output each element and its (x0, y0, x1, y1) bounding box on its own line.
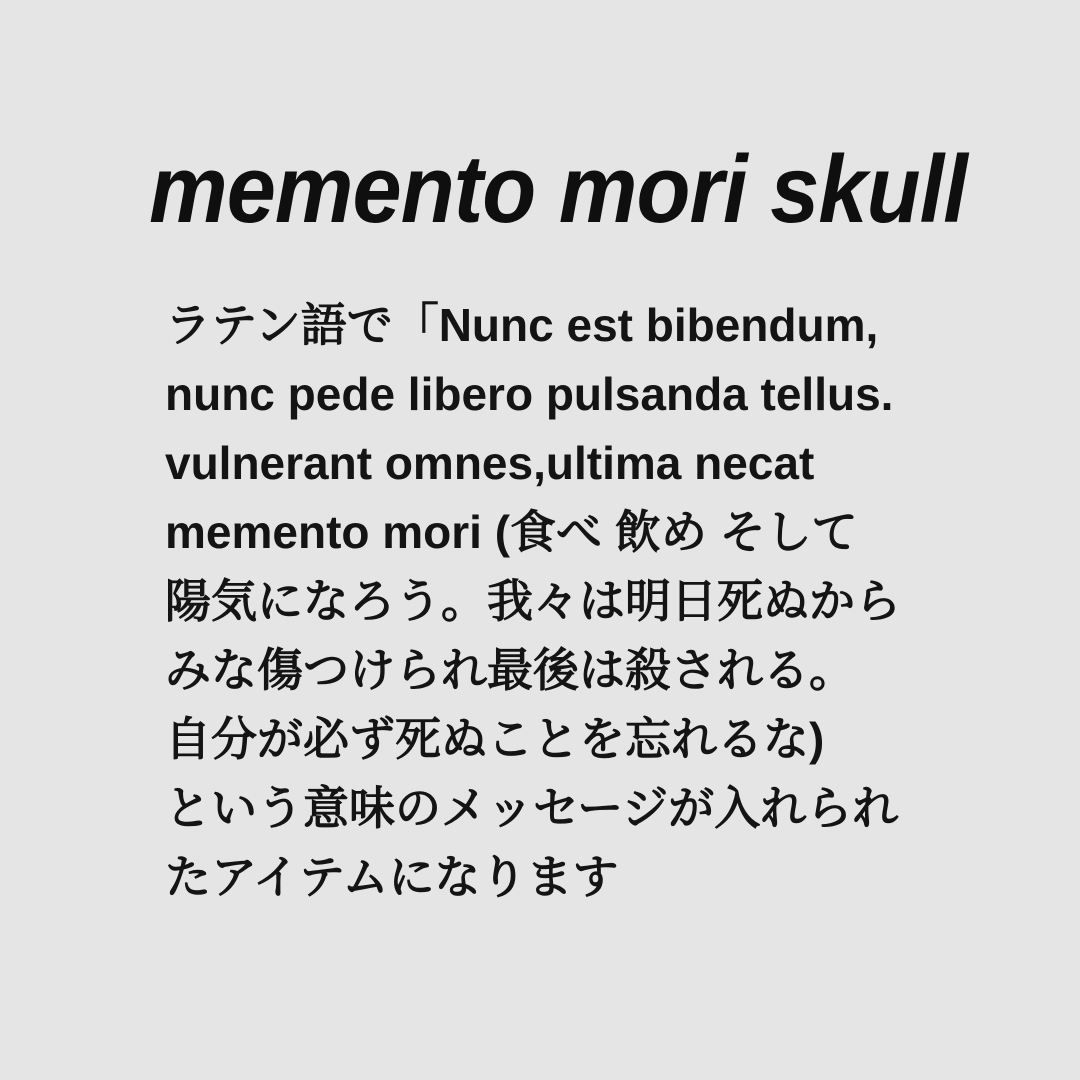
description-line: vulnerant omnes,ultima necat (165, 437, 815, 489)
page-title: memento mori skull (149, 136, 967, 243)
description-line: nunc pede libero pulsanda tellus. (165, 368, 894, 420)
description-line: memento mori (食べ 飲め そして (165, 506, 858, 558)
description-line: 自分が必ず死ぬことを忘れるな) (165, 713, 825, 765)
description-line: という意味のメッセージが入れられ (165, 782, 899, 834)
description-line: みな傷つけられ最後は殺される。 (165, 644, 855, 696)
description-paragraph (165, 291, 1025, 912)
description-line: たアイテムになります (165, 851, 619, 903)
description-line: ラテン語で「Nunc est bibendum, (165, 299, 879, 351)
description-line: 陽気になろう。我々は明日死ぬから (165, 575, 901, 627)
